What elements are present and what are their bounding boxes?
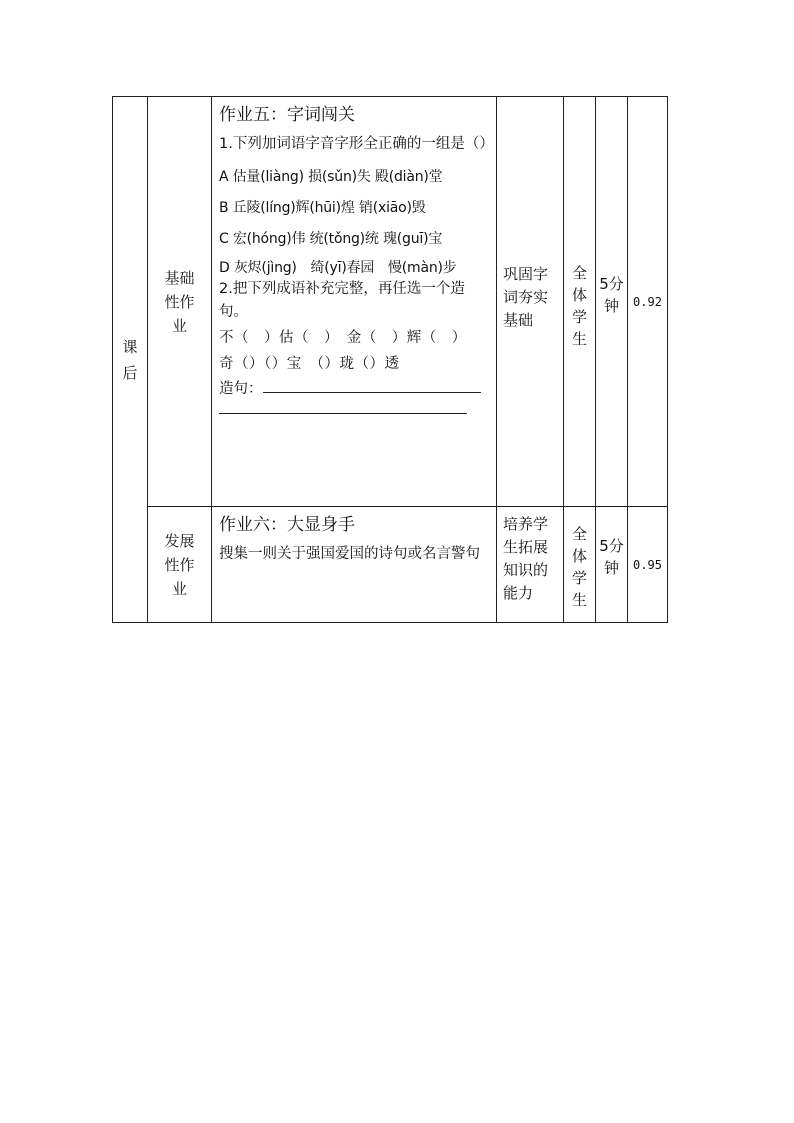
rate-cell — [628, 507, 668, 623]
goal-text: 巩固字词夯实基础 — [503, 265, 549, 329]
time-text: 5分钟 — [599, 275, 624, 315]
phase-cell — [113, 97, 148, 623]
question-1: 1.下列加词语字音字形全正确的一组是（） — [219, 136, 494, 152]
task-title: 作业五：字词闯关 — [219, 105, 355, 125]
option-a: A 估量(liàng) 损(sǔn)失 殿(diàn)堂 — [219, 169, 443, 185]
idiom-blanks-1: 不（ ）估（ ） 金（ ）辉（ ） — [219, 330, 467, 346]
content-cell — [212, 97, 497, 507]
type-label: 发展性作业 — [164, 531, 195, 598]
object-cell — [564, 507, 596, 623]
time-text: 5分钟 — [599, 537, 624, 577]
goal-cell — [497, 97, 564, 507]
time-cell — [596, 507, 628, 623]
idiom-blanks-2: 奇（）（）宝 （）珑（）透 — [219, 356, 400, 372]
table-row — [113, 507, 668, 623]
question-1: 搜集一则关于强国爱国的诗句或名言警句 — [219, 546, 480, 562]
type-cell — [148, 507, 212, 623]
object-text: 全体学生 — [571, 264, 587, 348]
object-text: 全体学生 — [571, 525, 587, 609]
type-cell — [148, 97, 212, 507]
answer-line-2[interactable] — [219, 401, 467, 414]
task-title: 作业六：大显身手 — [219, 515, 355, 535]
rate-text: 0.95 — [633, 557, 662, 572]
table-row — [113, 97, 668, 507]
answer-line[interactable] — [263, 378, 481, 393]
question-2: 2.把下列成语补充完整，再任选一个造句。 — [219, 281, 465, 320]
content-cell — [212, 507, 497, 623]
option-c: C 宏(hóng)伟 统(tǒng)统 瑰(guī)宝 — [219, 231, 443, 247]
sentence-label: 造句： — [219, 381, 263, 397]
rate-text: 0.92 — [633, 294, 662, 309]
option-d: D 灰烬(jìng) 绮(yī)春园 慢(màn)步 — [219, 260, 457, 276]
time-cell — [596, 97, 628, 507]
phase-label: 课后 — [122, 337, 138, 382]
goal-text: 培养学生拓展知识的能力 — [503, 515, 549, 602]
rate-cell — [628, 97, 668, 507]
sentence-row — [219, 378, 490, 401]
goal-cell — [497, 507, 564, 623]
type-label: 基础性作业 — [164, 268, 195, 335]
homework-table — [112, 96, 668, 623]
object-cell — [564, 97, 596, 507]
option-b: B 丘陵(líng)辉(hūi)煌 销(xiāo)毁 — [219, 200, 426, 216]
